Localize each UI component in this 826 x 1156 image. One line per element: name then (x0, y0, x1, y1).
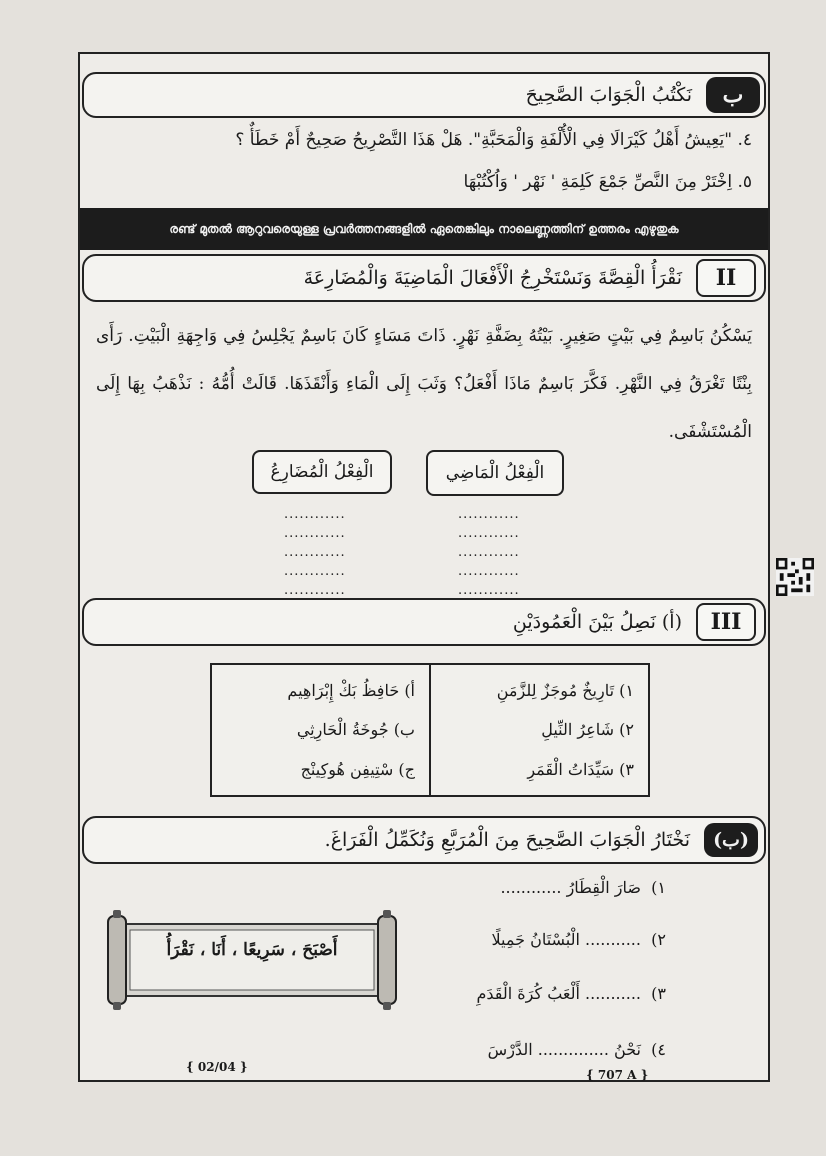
section-3-header (82, 598, 766, 646)
past-verb-box: الْفِعْلُ الْمَاضِي (426, 450, 564, 496)
match-item: ٣) سَيِّدَاتُ الْقَمَرِ (527, 759, 634, 779)
match-item: ١) تَارِيخٌ مُوجَزٌ لِلزَّمَنِ (496, 681, 634, 701)
section-3b-header (82, 816, 766, 864)
section-2-badge: II (696, 259, 756, 297)
story-passage: يَسْكُنُ بَاسِمٌ فِي بَيْتٍ صَغِيرٍ. بَيْتُهُ بِضَفَّةِ نَهْرٍ. ذَاتَ مَسَاءٍ كَانَ بَاسِمٌ يَجْلِسُ فِي وَاجِهَةِ الْبَيْتِ. رَأَى بِنْتًا تَغْرَقُ فِي النَّهْرِ. فَكَّرَ بَاسِمٌ مَاذَا أَفْعَلُ؟ وَثَبَ إِلَى الْمَاءِ وَأَنْقَذَهَا. قَالَتْ أُمُّهُ : نَذْهَبُ بِهَا إِلَى الْمُسْتَشْفَى. (96, 326, 752, 442)
fill-item-4: ٤) نَحْنُ .............. الدَّرْسَ (487, 1040, 666, 1059)
answer-dots: ............ (458, 526, 520, 541)
answer-dots: ............ (284, 583, 346, 598)
section-3b-title: نَخْتَارُ الْجَوَابَ الصَّحِيحَ مِنَ الْمُرَبَّعِ وَنُكَمِّلُ الْفَرَاغَ. (324, 829, 690, 851)
section-2-title: نَقْرَأُ الْقِصَّةَ وَنَسْتَخْرِجُ الْأَفْعَالَ الْمَاضِيَةَ وَالْمُضَارِعَةَ (303, 267, 682, 289)
question-number: ٤. (737, 130, 752, 150)
section-3-title: (أ) نَصِلُ بَيْنَ الْعَمُودَيْنِ (512, 611, 682, 633)
section-b-badge: ب (706, 77, 760, 113)
answer-dots: ............ (458, 564, 520, 579)
matching-column-right (431, 665, 648, 795)
match-item: ب) جُوخَةُ الْحَارِثِي (296, 720, 415, 740)
fill-item-2: ٢) ........... الْبُسْتَانُ جَمِيلًا (491, 930, 666, 949)
answer-dots: ............ (284, 545, 346, 560)
answer-dots: ............ (458, 545, 520, 560)
present-answer-dots (284, 505, 346, 600)
word-bank-scroll (104, 910, 400, 1010)
match-item: أ) حَافِظُ بَكْ إِبْرَاهِيم (287, 681, 415, 701)
fill-item-3: ٣) ........... أَلْعَبُ كُرَةَ الْقَدَمِ (476, 984, 666, 1003)
past-answer-dots (458, 505, 520, 600)
matching-column-left (212, 665, 431, 795)
answer-dots: ............ (458, 583, 520, 598)
question-5 (464, 172, 752, 192)
exam-code: { 707 A } (586, 1068, 649, 1082)
instruction-banner: രണ്ട് മുതൽ ആറുവരെയുള്ള പ്രവർത്തനങ്ങളിൽ ഏതെങ്കിലും നാലെണ്ണത്തിന് ഉത്തരം എഴുതുക (80, 208, 768, 250)
match-item: ج) سْتِيفِن هُوكِينْج (300, 759, 415, 779)
question-number: ٥. (737, 172, 752, 192)
fill-item-1: ١) صَارَ الْقِطَارُ ............ (500, 878, 666, 897)
qr-code (776, 558, 814, 596)
answer-dots: ............ (284, 526, 346, 541)
answer-dots: ............ (284, 507, 346, 522)
word-bank-text: أَصْبَحَ ، سَرِيعًا ، أَنَا ، نَقْرَأُ (166, 940, 338, 960)
present-verb-box: الْفِعْلُ الْمُضَارِعُ (252, 450, 392, 494)
matching-table (210, 663, 650, 797)
section-3-badge: III (696, 603, 756, 641)
question-text: "يَعِيشُ أَهْلُ كَيْرَالَا فِي الْأُلْفَةِ وَالْمَحَبَّةِ". هَلْ هَذَا التَّصْرِيحُ صَحِيحٌ أَمْ خَطَأٌ ؟ (235, 130, 733, 150)
section-b-title: نَكْتُبُ الْجَوَابَ الصَّحِيحَ (525, 84, 692, 106)
answer-dots: ............ (458, 507, 520, 522)
match-item: ٢) شَاعِرُ النِّيلِ (541, 720, 634, 740)
question-text: اِخْتَرْ مِنَ النَّصِّ جَمْعَ كَلِمَةِ ' نَهْر ' وَاُكْتُبْهَا (463, 172, 733, 192)
question-4 (235, 130, 752, 150)
section-b-header (82, 72, 766, 118)
answer-dots: ............ (284, 564, 346, 579)
section-3b-badge: (ب) (704, 823, 758, 857)
page-number: { 02/04 } (186, 1060, 248, 1074)
section-2-header (82, 254, 766, 302)
